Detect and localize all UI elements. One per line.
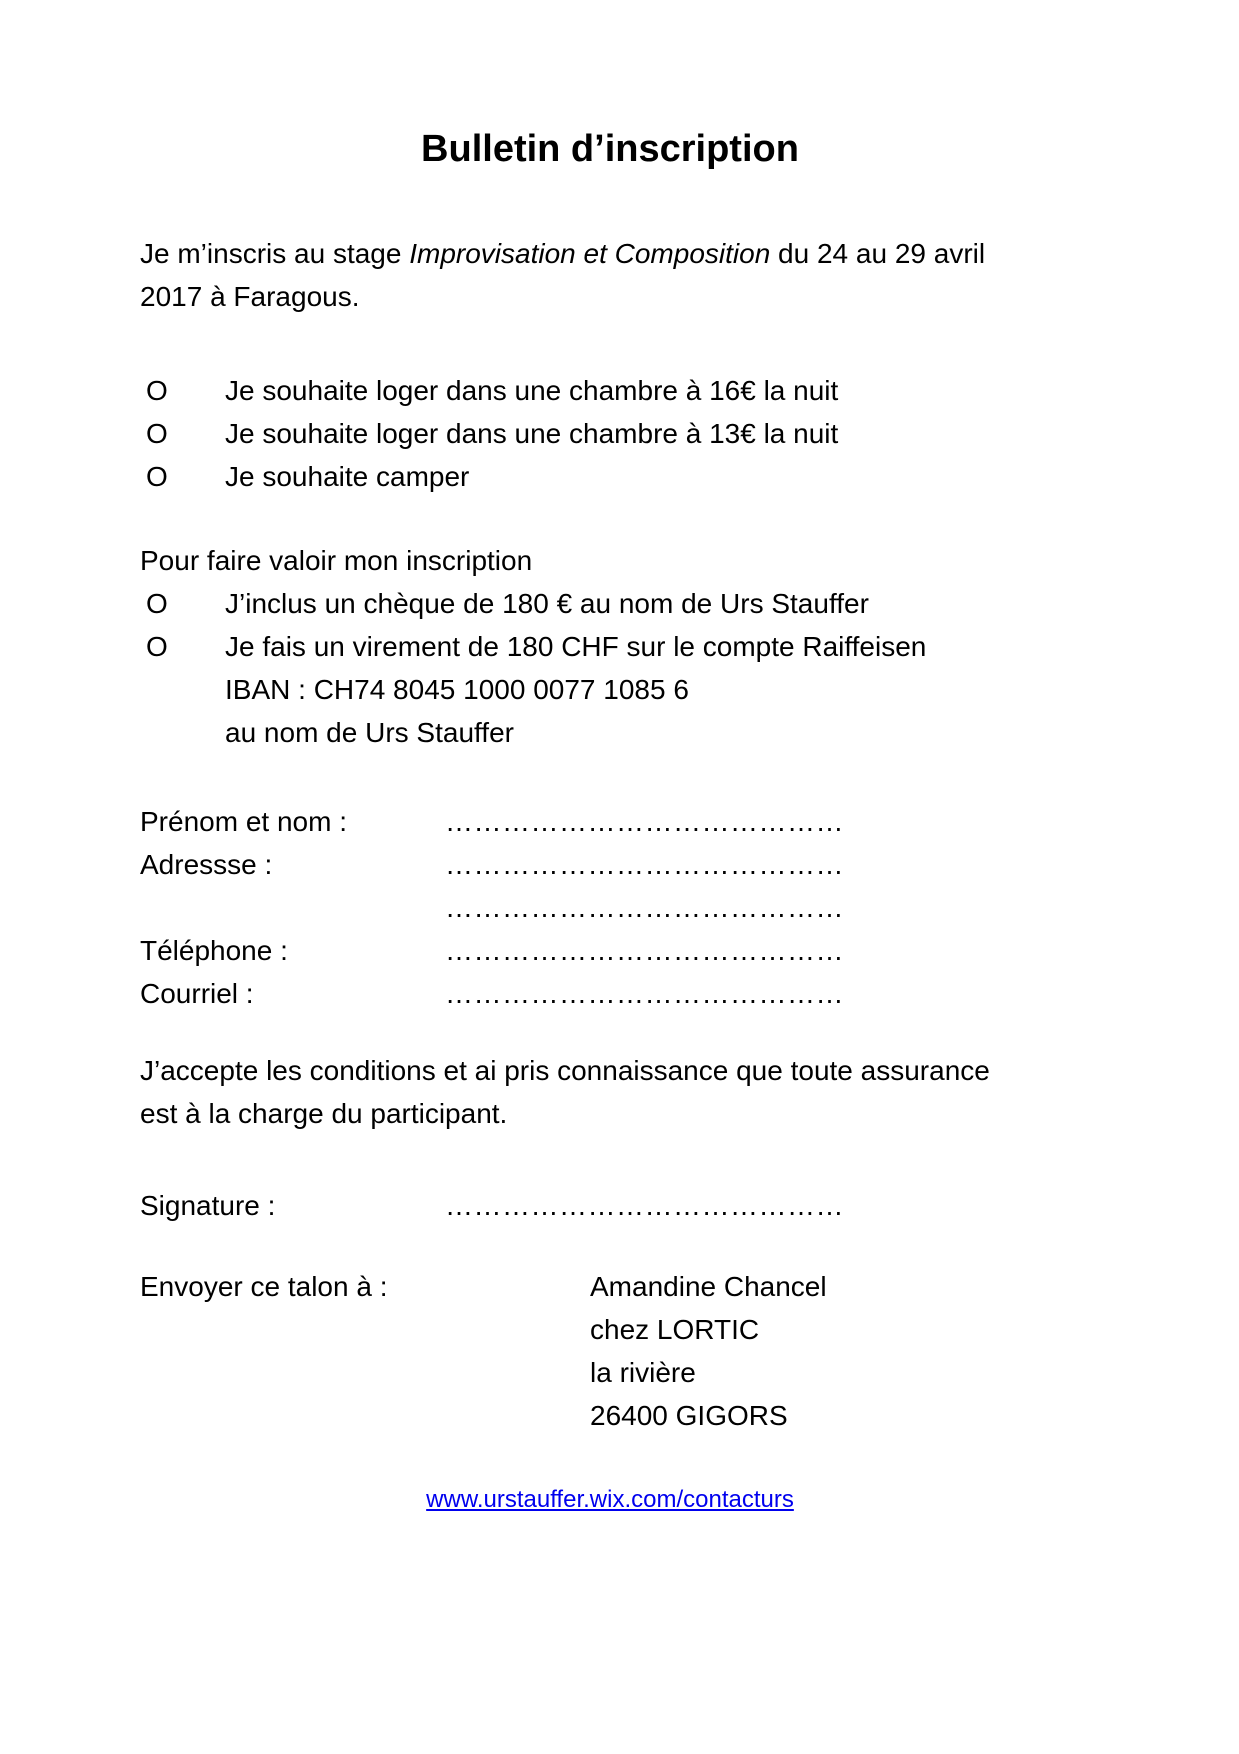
dotted-fill-line: …………………………………… bbox=[445, 892, 844, 923]
contact-fields bbox=[140, 800, 844, 1015]
account-holder-line: au nom de Urs Stauffer bbox=[225, 717, 514, 748]
dotted-fill-line: …………………………………… bbox=[445, 806, 844, 837]
payment-option-row bbox=[140, 625, 926, 668]
conditions-line-1: J’accepte les conditions et ai pris connaissance que toute assurance bbox=[140, 1055, 990, 1086]
option-bullet: O bbox=[146, 631, 168, 662]
payment-option-label: Je fais un virement de 180 CHF sur le compte Raiffeisen bbox=[225, 631, 927, 662]
field-label: Prénom et nom : bbox=[140, 806, 347, 837]
intro-line-1 bbox=[140, 232, 985, 275]
option-bullet: O bbox=[146, 418, 168, 449]
page-content bbox=[140, 0, 1080, 1754]
field-label: Courriel : bbox=[140, 978, 254, 1009]
send-to-section bbox=[140, 1265, 1080, 1431]
signature-label: Signature : bbox=[140, 1190, 276, 1221]
stage-name-italic: Improvisation et Composition bbox=[409, 238, 771, 269]
conditions-line-2: est à la charge du participant. bbox=[140, 1098, 508, 1129]
lodging-option-label: Je souhaite camper bbox=[225, 461, 470, 492]
field-row-address-2 bbox=[140, 886, 844, 929]
field-label: Adressse : bbox=[140, 849, 273, 880]
dotted-fill-line: …………………………………… bbox=[445, 849, 844, 880]
intro-line1-pre: Je m’inscris au stage bbox=[140, 238, 410, 269]
intro-paragraph bbox=[140, 232, 985, 318]
option-bullet: O bbox=[146, 375, 168, 406]
recipient-line-3: la rivière bbox=[590, 1357, 696, 1388]
recipient-name: Amandine Chancel bbox=[590, 1271, 827, 1302]
lodging-options-list bbox=[140, 369, 838, 498]
lodging-option-row bbox=[140, 412, 838, 455]
field-row-phone bbox=[140, 929, 844, 972]
dotted-fill-line: …………………………………… bbox=[445, 1190, 844, 1221]
payment-heading: Pour faire valoir mon inscription bbox=[140, 545, 533, 576]
intro-line1-post: du 24 au 29 avril bbox=[770, 238, 986, 269]
send-to-label: Envoyer ce talon à : bbox=[140, 1271, 388, 1302]
field-row-name bbox=[140, 800, 844, 843]
lodging-option-label: Je souhaite loger dans une chambre à 13€ la nuit bbox=[225, 418, 839, 449]
payment-option-label: J’inclus un chèque de 180 € au nom de Urs Stauffer bbox=[225, 588, 869, 619]
field-row-email bbox=[140, 972, 844, 1015]
dotted-fill-line: …………………………………… bbox=[445, 935, 844, 966]
field-row-address bbox=[140, 843, 844, 886]
payment-section bbox=[140, 539, 926, 754]
recipient-address bbox=[590, 1265, 827, 1437]
conditions-paragraph bbox=[140, 1049, 990, 1135]
field-label: Téléphone : bbox=[140, 935, 288, 966]
lodging-option-row bbox=[140, 369, 838, 412]
lodging-option-label: Je souhaite loger dans une chambre à 16€ la nuit bbox=[225, 375, 839, 406]
payment-option-row bbox=[140, 582, 926, 625]
page-title: Bulletin d’inscription bbox=[421, 128, 799, 170]
intro-line-2: 2017 à Faragous. bbox=[140, 281, 360, 312]
option-bullet: O bbox=[146, 588, 168, 619]
lodging-option-row bbox=[140, 455, 838, 498]
signature-row bbox=[140, 1184, 844, 1227]
contact-link[interactable]: www.urstauffer.wix.com/contacturs bbox=[426, 1486, 794, 1513]
recipient-line-2: chez LORTIC bbox=[590, 1314, 760, 1345]
option-bullet: O bbox=[146, 461, 168, 492]
dotted-fill-line: …………………………………… bbox=[445, 978, 844, 1009]
footer-link-line bbox=[140, 1478, 1080, 1521]
iban-line: IBAN : CH74 8045 1000 0077 1085 6 bbox=[225, 674, 689, 705]
recipient-city: 26400 GIGORS bbox=[590, 1400, 788, 1431]
field-label bbox=[140, 886, 445, 929]
